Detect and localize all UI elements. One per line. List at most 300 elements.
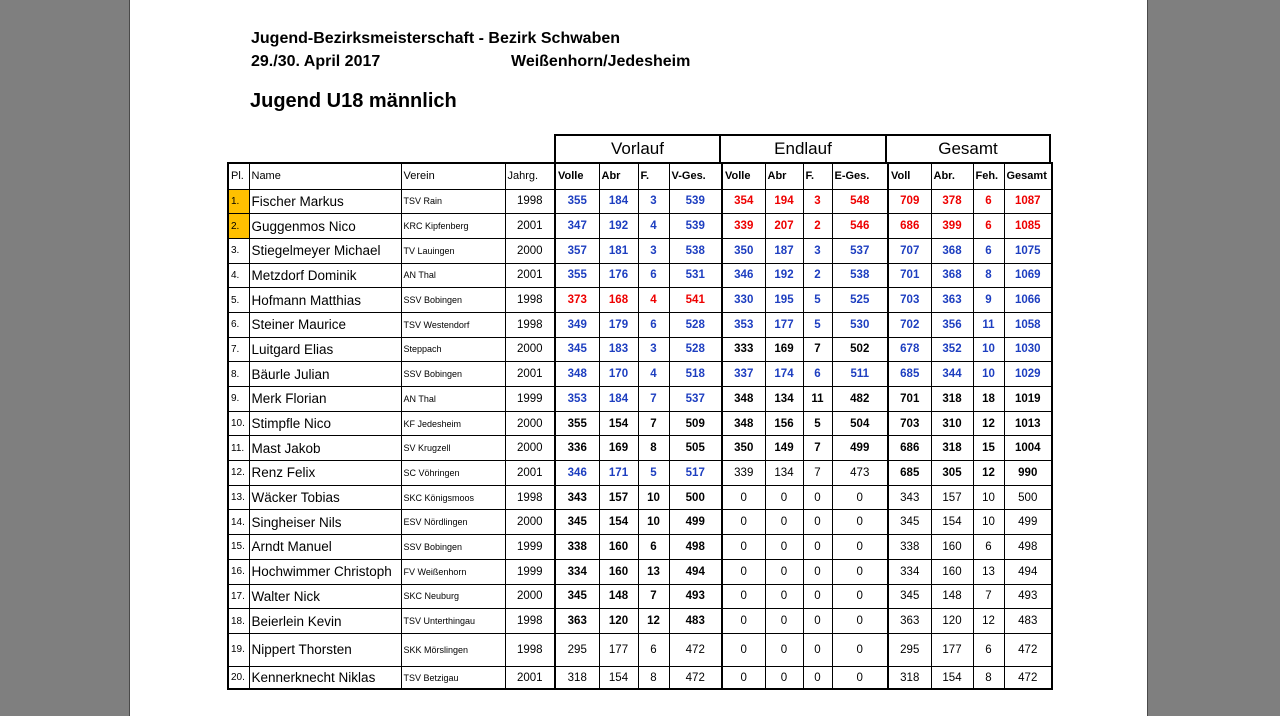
birth-year-cell: 2001 <box>505 214 555 239</box>
gesamt-value-cell: 990 <box>1004 461 1052 486</box>
vorlauf-value-cell: 4 <box>638 362 669 387</box>
rank-cell: 1. <box>228 189 249 214</box>
column-header-verein: Verein <box>401 163 505 189</box>
endlauf-value-cell: 546 <box>832 214 888 239</box>
gesamt-value-cell: 1069 <box>1004 263 1052 288</box>
table-row <box>228 189 1052 214</box>
vorlauf-value-cell: 3 <box>638 189 669 214</box>
rank-cell: 18. <box>228 609 249 634</box>
birth-year-cell: 2000 <box>505 337 555 362</box>
vorlauf-value-cell: 500 <box>669 485 722 510</box>
endlauf-value-cell: 0 <box>803 584 832 609</box>
name-cell: Stiegelmeyer Michael <box>249 238 401 263</box>
results-table <box>227 162 1053 690</box>
birth-year-cell: 1998 <box>505 633 555 666</box>
table-header-row <box>228 163 1052 189</box>
gesamt-value-cell: 318 <box>888 666 931 689</box>
endlauf-value-cell: 354 <box>722 189 765 214</box>
column-header-vorlauf-abr: Abr <box>599 163 638 189</box>
column-header-gesamt-abr: Abr. <box>931 163 973 189</box>
endlauf-value-cell: 0 <box>832 666 888 689</box>
vorlauf-value-cell: 120 <box>599 609 638 634</box>
vorlauf-value-cell: 345 <box>555 584 599 609</box>
endlauf-value-cell: 0 <box>765 666 803 689</box>
gesamt-value-cell: 9 <box>973 288 1004 313</box>
vorlauf-value-cell: 537 <box>669 387 722 412</box>
endlauf-value-cell: 0 <box>722 535 765 560</box>
gesamt-value-cell: 499 <box>1004 510 1052 535</box>
table-group-header <box>554 134 1051 162</box>
column-header-vorlauf-f: F. <box>638 163 669 189</box>
gesamt-value-cell: 368 <box>931 238 973 263</box>
gesamt-value-cell: 493 <box>1004 584 1052 609</box>
gesamt-value-cell: 472 <box>1004 633 1052 666</box>
vorlauf-value-cell: 347 <box>555 214 599 239</box>
rank-cell: 12. <box>228 461 249 486</box>
gesamt-value-cell: 318 <box>931 387 973 412</box>
vorlauf-value-cell: 160 <box>599 535 638 560</box>
club-cell: KF Jedesheim <box>401 411 505 436</box>
rank-cell: 20. <box>228 666 249 689</box>
gesamt-value-cell: 498 <box>1004 535 1052 560</box>
name-cell: Beierlein Kevin <box>249 609 401 634</box>
vorlauf-value-cell: 348 <box>555 362 599 387</box>
birth-year-cell: 2001 <box>505 461 555 486</box>
vorlauf-value-cell: 179 <box>599 312 638 337</box>
name-cell: Bäurle Julian <box>249 362 401 387</box>
gesamt-value-cell: 701 <box>888 263 931 288</box>
vorlauf-value-cell: 472 <box>669 633 722 666</box>
name-cell: Guggenmos Nico <box>249 214 401 239</box>
name-cell: Merk Florian <box>249 387 401 412</box>
endlauf-value-cell: 194 <box>765 189 803 214</box>
rank-cell: 7. <box>228 337 249 362</box>
endlauf-value-cell: 0 <box>765 584 803 609</box>
name-cell: Steiner Maurice <box>249 312 401 337</box>
vorlauf-value-cell: 6 <box>638 312 669 337</box>
vorlauf-value-cell: 3 <box>638 238 669 263</box>
endlauf-value-cell: 187 <box>765 238 803 263</box>
club-cell: TSV Westendorf <box>401 312 505 337</box>
table-row <box>228 288 1052 313</box>
table-row <box>228 559 1052 584</box>
endlauf-value-cell: 0 <box>832 633 888 666</box>
vorlauf-value-cell: 10 <box>638 485 669 510</box>
gesamt-value-cell: 148 <box>931 584 973 609</box>
endlauf-value-cell: 346 <box>722 263 765 288</box>
rank-cell: 19. <box>228 633 249 666</box>
endlauf-value-cell: 337 <box>722 362 765 387</box>
rank-cell: 11. <box>228 436 249 461</box>
gesamt-value-cell: 338 <box>888 535 931 560</box>
rank-cell: 4. <box>228 263 249 288</box>
endlauf-value-cell: 149 <box>765 436 803 461</box>
club-cell: SSV Bobingen <box>401 362 505 387</box>
club-cell: SSV Bobingen <box>401 535 505 560</box>
gesamt-value-cell: 500 <box>1004 485 1052 510</box>
birth-year-cell: 1998 <box>505 189 555 214</box>
gesamt-value-cell: 352 <box>931 337 973 362</box>
gesamt-value-cell: 343 <box>888 485 931 510</box>
vorlauf-value-cell: 4 <box>638 288 669 313</box>
vorlauf-value-cell: 528 <box>669 312 722 337</box>
vorlauf-value-cell: 353 <box>555 387 599 412</box>
birth-year-cell: 1999 <box>505 387 555 412</box>
endlauf-value-cell: 134 <box>765 387 803 412</box>
endlauf-value-cell: 333 <box>722 337 765 362</box>
gesamt-value-cell: 11 <box>973 312 1004 337</box>
name-cell: Kennerknecht Niklas <box>249 666 401 689</box>
vorlauf-value-cell: 538 <box>669 238 722 263</box>
gesamt-value-cell: 154 <box>931 510 973 535</box>
rank-cell: 6. <box>228 312 249 337</box>
vorlauf-value-cell: 355 <box>555 263 599 288</box>
birth-year-cell: 1998 <box>505 485 555 510</box>
vorlauf-value-cell: 177 <box>599 633 638 666</box>
birth-year-cell: 1999 <box>505 535 555 560</box>
table-row <box>228 633 1052 666</box>
vorlauf-value-cell: 8 <box>638 436 669 461</box>
vorlauf-value-cell: 541 <box>669 288 722 313</box>
vorlauf-value-cell: 518 <box>669 362 722 387</box>
rank-cell: 8. <box>228 362 249 387</box>
gesamt-value-cell: 345 <box>888 510 931 535</box>
vorlauf-value-cell: 176 <box>599 263 638 288</box>
vorlauf-value-cell: 509 <box>669 411 722 436</box>
endlauf-value-cell: 0 <box>832 559 888 584</box>
endlauf-value-cell: 195 <box>765 288 803 313</box>
vorlauf-value-cell: 346 <box>555 461 599 486</box>
club-cell: ESV Nördlingen <box>401 510 505 535</box>
endlauf-value-cell: 511 <box>832 362 888 387</box>
vorlauf-value-cell: 498 <box>669 535 722 560</box>
endlauf-value-cell: 0 <box>765 535 803 560</box>
club-cell: AN Thal <box>401 387 505 412</box>
name-cell: Stimpfle Nico <box>249 411 401 436</box>
endlauf-value-cell: 2 <box>803 214 832 239</box>
gesamt-value-cell: 707 <box>888 238 931 263</box>
birth-year-cell: 1999 <box>505 559 555 584</box>
name-cell: Walter Nick <box>249 584 401 609</box>
vorlauf-value-cell: 318 <box>555 666 599 689</box>
vorlauf-value-cell: 181 <box>599 238 638 263</box>
name-cell: Renz Felix <box>249 461 401 486</box>
endlauf-value-cell: 0 <box>722 609 765 634</box>
club-cell: TSV Betzigau <box>401 666 505 689</box>
column-header-pl: Pl. <box>228 163 249 189</box>
endlauf-value-cell: 0 <box>803 633 832 666</box>
club-cell: KRC Kipfenberg <box>401 214 505 239</box>
endlauf-value-cell: 482 <box>832 387 888 412</box>
endlauf-value-cell: 548 <box>832 189 888 214</box>
vorlauf-value-cell: 154 <box>599 411 638 436</box>
gesamt-value-cell: 12 <box>973 461 1004 486</box>
endlauf-value-cell: 0 <box>832 584 888 609</box>
group-header-vorlauf: Vorlauf <box>554 134 721 162</box>
vorlauf-value-cell: 336 <box>555 436 599 461</box>
table-row <box>228 214 1052 239</box>
vorlauf-value-cell: 6 <box>638 263 669 288</box>
gesamt-value-cell: 6 <box>973 189 1004 214</box>
birth-year-cell: 2000 <box>505 584 555 609</box>
endlauf-value-cell: 134 <box>765 461 803 486</box>
table-row <box>228 362 1052 387</box>
table-row <box>228 387 1052 412</box>
endlauf-value-cell: 7 <box>803 436 832 461</box>
gesamt-value-cell: 7 <box>973 584 1004 609</box>
vorlauf-value-cell: 494 <box>669 559 722 584</box>
gesamt-value-cell: 685 <box>888 461 931 486</box>
gesamt-value-cell: 10 <box>973 485 1004 510</box>
column-header-jahrg: Jahrg. <box>505 163 555 189</box>
vorlauf-value-cell: 7 <box>638 411 669 436</box>
name-cell: Fischer Markus <box>249 189 401 214</box>
gesamt-value-cell: 1004 <box>1004 436 1052 461</box>
gesamt-value-cell: 8 <box>973 263 1004 288</box>
gesamt-value-cell: 1066 <box>1004 288 1052 313</box>
endlauf-value-cell: 0 <box>803 535 832 560</box>
column-header-name: Name <box>249 163 401 189</box>
vorlauf-value-cell: 349 <box>555 312 599 337</box>
endlauf-value-cell: 0 <box>722 666 765 689</box>
gesamt-value-cell: 1029 <box>1004 362 1052 387</box>
vorlauf-value-cell: 345 <box>555 337 599 362</box>
endlauf-value-cell: 353 <box>722 312 765 337</box>
name-cell: Mast Jakob <box>249 436 401 461</box>
vorlauf-value-cell: 3 <box>638 337 669 362</box>
table-row <box>228 461 1052 486</box>
gesamt-value-cell: 363 <box>888 609 931 634</box>
gesamt-value-cell: 15 <box>973 436 1004 461</box>
document-title: Jugend-Bezirksmeisterschaft - Bezirk Schwaben <box>251 30 621 47</box>
gesamt-value-cell: 295 <box>888 633 931 666</box>
endlauf-value-cell: 0 <box>832 535 888 560</box>
rank-cell: 15. <box>228 535 249 560</box>
endlauf-value-cell: 538 <box>832 263 888 288</box>
vorlauf-value-cell: 183 <box>599 337 638 362</box>
birth-year-cell: 2001 <box>505 362 555 387</box>
endlauf-value-cell: 339 <box>722 461 765 486</box>
gesamt-value-cell: 344 <box>931 362 973 387</box>
birth-year-cell: 2000 <box>505 238 555 263</box>
vorlauf-value-cell: 338 <box>555 535 599 560</box>
column-header-gesamt-total: Gesamt <box>1004 163 1052 189</box>
gesamt-value-cell: 685 <box>888 362 931 387</box>
group-header-gesamt: Gesamt <box>885 134 1051 162</box>
gesamt-value-cell: 310 <box>931 411 973 436</box>
column-header-vges: V-Ges. <box>669 163 722 189</box>
gesamt-value-cell: 8 <box>973 666 1004 689</box>
gesamt-value-cell: 1030 <box>1004 337 1052 362</box>
vorlauf-value-cell: 157 <box>599 485 638 510</box>
gesamt-value-cell: 378 <box>931 189 973 214</box>
gesamt-value-cell: 10 <box>973 362 1004 387</box>
gesamt-value-cell: 356 <box>931 312 973 337</box>
endlauf-value-cell: 0 <box>722 633 765 666</box>
birth-year-cell: 1998 <box>505 288 555 313</box>
endlauf-value-cell: 174 <box>765 362 803 387</box>
endlauf-value-cell: 530 <box>832 312 888 337</box>
vorlauf-value-cell: 5 <box>638 461 669 486</box>
gesamt-value-cell: 703 <box>888 288 931 313</box>
gesamt-value-cell: 318 <box>931 436 973 461</box>
vorlauf-value-cell: 12 <box>638 609 669 634</box>
name-cell: Nippert Thorsten <box>249 633 401 666</box>
table-row <box>228 436 1052 461</box>
vorlauf-value-cell: 355 <box>555 189 599 214</box>
name-cell: Wäcker Tobias <box>249 485 401 510</box>
vorlauf-value-cell: 472 <box>669 666 722 689</box>
endlauf-value-cell: 0 <box>722 584 765 609</box>
name-cell: Luitgard Elias <box>249 337 401 362</box>
vorlauf-value-cell: 345 <box>555 510 599 535</box>
endlauf-value-cell: 348 <box>722 387 765 412</box>
vorlauf-value-cell: 169 <box>599 436 638 461</box>
table-row <box>228 485 1052 510</box>
endlauf-value-cell: 0 <box>803 510 832 535</box>
rank-cell: 5. <box>228 288 249 313</box>
endlauf-value-cell: 0 <box>832 609 888 634</box>
vorlauf-value-cell: 493 <box>669 584 722 609</box>
endlauf-value-cell: 2 <box>803 263 832 288</box>
gesamt-value-cell: 483 <box>1004 609 1052 634</box>
endlauf-value-cell: 0 <box>765 485 803 510</box>
gesamt-value-cell: 363 <box>931 288 973 313</box>
gesamt-value-cell: 12 <box>973 411 1004 436</box>
birth-year-cell: 2001 <box>505 666 555 689</box>
vorlauf-value-cell: 505 <box>669 436 722 461</box>
endlauf-value-cell: 0 <box>803 559 832 584</box>
table-row <box>228 666 1052 689</box>
table-row <box>228 263 1052 288</box>
vorlauf-value-cell: 355 <box>555 411 599 436</box>
gesamt-value-cell: 709 <box>888 189 931 214</box>
vorlauf-value-cell: 343 <box>555 485 599 510</box>
birth-year-cell: 1998 <box>505 312 555 337</box>
vorlauf-value-cell: 8 <box>638 666 669 689</box>
vorlauf-value-cell: 192 <box>599 214 638 239</box>
endlauf-value-cell: 504 <box>832 411 888 436</box>
endlauf-value-cell: 177 <box>765 312 803 337</box>
vorlauf-value-cell: 170 <box>599 362 638 387</box>
club-cell: SSV Bobingen <box>401 288 505 313</box>
name-cell: Hofmann Matthias <box>249 288 401 313</box>
endlauf-value-cell: 5 <box>803 411 832 436</box>
gesamt-value-cell: 472 <box>1004 666 1052 689</box>
column-header-endlauf-volle: Volle <box>722 163 765 189</box>
club-cell: SKC Neuburg <box>401 584 505 609</box>
endlauf-value-cell: 0 <box>803 485 832 510</box>
gesamt-value-cell: 702 <box>888 312 931 337</box>
vorlauf-value-cell: 184 <box>599 387 638 412</box>
table-row <box>228 510 1052 535</box>
endlauf-value-cell: 0 <box>803 609 832 634</box>
vorlauf-value-cell: 7 <box>638 387 669 412</box>
endlauf-value-cell: 3 <box>803 238 832 263</box>
endlauf-value-cell: 499 <box>832 436 888 461</box>
vorlauf-value-cell: 363 <box>555 609 599 634</box>
gesamt-value-cell: 678 <box>888 337 931 362</box>
endlauf-value-cell: 330 <box>722 288 765 313</box>
endlauf-value-cell: 0 <box>722 510 765 535</box>
endlauf-value-cell: 0 <box>765 609 803 634</box>
endlauf-value-cell: 0 <box>832 510 888 535</box>
gesamt-value-cell: 399 <box>931 214 973 239</box>
vorlauf-value-cell: 160 <box>599 559 638 584</box>
rank-cell: 16. <box>228 559 249 584</box>
endlauf-value-cell: 339 <box>722 214 765 239</box>
endlauf-value-cell: 11 <box>803 387 832 412</box>
vorlauf-value-cell: 154 <box>599 666 638 689</box>
column-header-endlauf-f: F. <box>803 163 832 189</box>
gesamt-value-cell: 18 <box>973 387 1004 412</box>
table-row <box>228 337 1052 362</box>
gesamt-value-cell: 6 <box>973 633 1004 666</box>
endlauf-value-cell: 0 <box>722 559 765 584</box>
vorlauf-value-cell: 4 <box>638 214 669 239</box>
gesamt-value-cell: 703 <box>888 411 931 436</box>
table-row <box>228 238 1052 263</box>
club-cell: SC Vöhringen <box>401 461 505 486</box>
vorlauf-value-cell: 148 <box>599 584 638 609</box>
column-header-endlauf-abr: Abr <box>765 163 803 189</box>
gesamt-value-cell: 1087 <box>1004 189 1052 214</box>
birth-year-cell: 1998 <box>505 609 555 634</box>
club-cell: TV Lauingen <box>401 238 505 263</box>
endlauf-value-cell: 350 <box>722 238 765 263</box>
gesamt-value-cell: 1085 <box>1004 214 1052 239</box>
vorlauf-value-cell: 13 <box>638 559 669 584</box>
endlauf-value-cell: 156 <box>765 411 803 436</box>
vorlauf-value-cell: 499 <box>669 510 722 535</box>
endlauf-value-cell: 350 <box>722 436 765 461</box>
gesamt-value-cell: 1013 <box>1004 411 1052 436</box>
vorlauf-value-cell: 168 <box>599 288 638 313</box>
table-row <box>228 312 1052 337</box>
club-cell: TSV Rain <box>401 189 505 214</box>
endlauf-value-cell: 473 <box>832 461 888 486</box>
club-cell: SV Krugzell <box>401 436 505 461</box>
vorlauf-value-cell: 171 <box>599 461 638 486</box>
endlauf-value-cell: 7 <box>803 337 832 362</box>
club-cell: TSV Unterthingau <box>401 609 505 634</box>
table-row <box>228 584 1052 609</box>
rank-cell: 14. <box>228 510 249 535</box>
rank-cell: 17. <box>228 584 249 609</box>
category-heading: Jugend U18 männlich <box>250 90 457 112</box>
rank-cell: 3. <box>228 238 249 263</box>
name-cell: Singheiser Nils <box>249 510 401 535</box>
vorlauf-value-cell: 154 <box>599 510 638 535</box>
name-cell: Arndt Manuel <box>249 535 401 560</box>
rank-cell: 13. <box>228 485 249 510</box>
club-cell: FV Weißenhorn <box>401 559 505 584</box>
gesamt-value-cell: 10 <box>973 510 1004 535</box>
gesamt-value-cell: 13 <box>973 559 1004 584</box>
name-cell: Metzdorf Dominik <box>249 263 401 288</box>
gesamt-value-cell: 1075 <box>1004 238 1052 263</box>
gesamt-value-cell: 6 <box>973 535 1004 560</box>
gesamt-value-cell: 345 <box>888 584 931 609</box>
endlauf-value-cell: 7 <box>803 461 832 486</box>
birth-year-cell: 2000 <box>505 510 555 535</box>
event-location: Weißenhorn/Jedesheim <box>511 53 691 70</box>
name-cell: Hochwimmer Christoph <box>249 559 401 584</box>
endlauf-value-cell: 525 <box>832 288 888 313</box>
group-header-endlauf: Endlauf <box>719 134 887 162</box>
gesamt-value-cell: 6 <box>973 238 1004 263</box>
gesamt-value-cell: 494 <box>1004 559 1052 584</box>
